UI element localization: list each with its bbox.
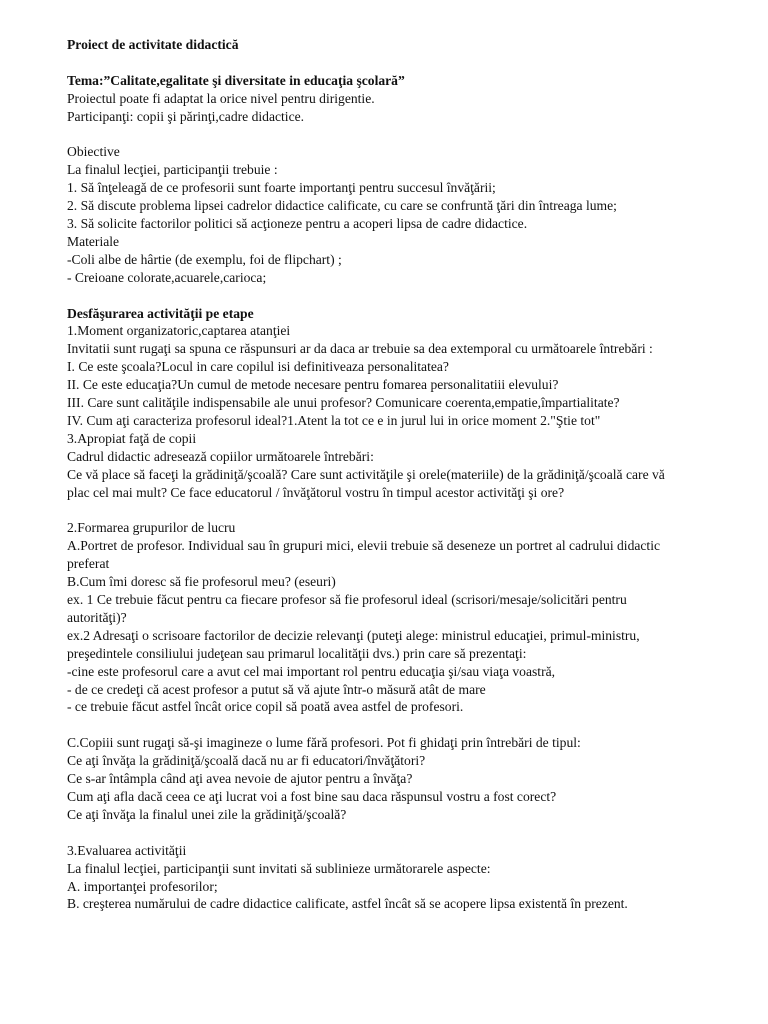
exercise-1: ex. 1 Ce trebuie făcut pentru ca fiecare profesor să fie profesorul ideal (scrisori/mesaje/solicitări pentru: [67, 592, 627, 608]
step1-question: III. Care sunt calităţile indispensabile ale unui profesor? Comunicare coerenta,empatie,împartialitate?: [67, 395, 620, 411]
exercise-2-item: -cine este profesorul care a avut cel mai important rol pentru educaţia şi/sau viaţa voastră,: [67, 663, 556, 679]
step3a-text: plac cel mai mult? Ce face educatorul / învăţătorul vostru în timpul acestor activităţi şi ore?: [67, 484, 565, 500]
objective-item: 1. Să înţeleagă de ce profesorii sunt foarte importanţi pentru succesul învăţării;: [67, 180, 496, 196]
step1-question: I. Ce este şcoala?Locul in care copilul isi definitiveaza personalitatea?: [67, 359, 449, 375]
evaluation-title: 3.Evaluarea activităţii: [67, 842, 187, 858]
intro-line: Proiectul poate fi adaptat la orice nivel pentru dirigentie.: [67, 90, 375, 106]
step1-question: IV. Cum aţi caracteriza profesorul ideal?1.Atent la tot ce e in jurul lui in orice moment 2."Ştie tot": [67, 412, 601, 428]
step2-a-text: preferat: [67, 556, 110, 572]
step2-title: 2.Formarea grupurilor de lucru: [67, 520, 236, 536]
objective-item: 3. Să solicite factorilor politici să acţioneze pentru a acoperi lipsa de cadre didactice.: [67, 216, 528, 232]
participants-line: Participanţi: copii şi părinţi,cadre didactice.: [67, 108, 305, 124]
step3a-title: 3.Apropiat faţă de copii: [67, 430, 197, 446]
step2-a-text: A.Portret de profesor. Individual sau în grupuri mici, elevii trebuie să deseneze un portret al cadrului didactic: [67, 538, 661, 554]
document-body: [67, 36, 757, 913]
step3a-lead: Cadrul didactic adresează copiilor următoarele întrebări:: [67, 448, 374, 464]
exercise-1: autorităţi)?: [67, 609, 127, 625]
activity-heading: Desfăşurarea activităţii pe etape: [67, 305, 254, 321]
objectives-heading: Obiective: [67, 144, 120, 160]
step1-lead: Invitatii sunt rugaţi sa spuna ce răspunsuri ar da daca ar trebuie sa dea extemporal cu următoarele întrebări :: [67, 341, 653, 357]
document-title: Proiect de activitate didactică: [67, 37, 239, 52]
material-item: -Coli albe de hârtie (de exemplu, foi de flipchart) ;: [67, 251, 342, 267]
theme-heading: Tema:”Calitate,egalitate şi diversitate in educaţia şcolară”: [67, 72, 405, 88]
exercise-2: preşedintele consiliului judeţean sau primarul localităţii dvs.) prin care să prezentaţi:: [67, 645, 527, 661]
step2-c-question: Ce s-ar întâmpla când aţi avea nevoie de ajutor pentru a învăţa?: [67, 771, 413, 787]
exercise-2-item: - de ce credeţi că acest profesor a putut să vă ajute într-o măsură atât de mare: [67, 681, 486, 697]
step2-c-title: C.Copiii sunt rugaţi să-şi imagineze o lume fără profesori. Pot fi ghidaţi prin întrebări de tipul:: [67, 735, 581, 751]
step1-question: II. Ce este educaţia?Un cumul de metode necesare pentru fomarea personalitatiii elevului?: [67, 377, 559, 393]
objective-item: 2. Să discute problema lipsei cadrelor didactice calificate, cu care se confruntă ţări din întreaga lume;: [67, 198, 617, 214]
step2-c-question: Ce aţi învăţa la grădiniţă/şcoală dacă nu ar fi educatori/învăţători?: [67, 753, 426, 769]
objectives-lead: La finalul lecţiei, participanţii trebuie :: [67, 162, 278, 178]
exercise-2-item: - ce trebuie făcut astfel încât orice copil să poată avea astfel de profesori.: [67, 699, 464, 715]
materials-heading: Materiale: [67, 233, 120, 249]
step2-c-question: Cum aţi afla dacă ceea ce aţi lucrat voi a fost bine sau daca răspunsul vostru a fost corect?: [67, 788, 557, 804]
step2-c-question: Ce aţi învăţa la finalul unei zile la grădiniţă/şcoală?: [67, 806, 347, 822]
evaluation-item: A. importanţei profesorilor;: [67, 878, 218, 894]
evaluation-lead: La finalul lecţiei, participanţii sunt invitati să sublinieze următorarele aspecte:: [67, 860, 491, 876]
step2-b-title: B.Cum îmi doresc să fie profesorul meu? (eseuri): [67, 574, 336, 590]
evaluation-item: B. creşterea numărului de cadre didactice calificate, astfel încât să se acopere lipsa existentă în prezent.: [67, 896, 628, 912]
material-item: - Creioane colorate,acuarele,carioca;: [67, 269, 267, 285]
exercise-2: ex.2 Adresaţi o scrisoare factorilor de decizie relevanţi (puteţi alege: ministrul educaţiei, primul-ministru,: [67, 627, 640, 643]
step1-title: 1.Moment organizatoric,captarea atanţiei: [67, 323, 291, 339]
step3a-text: Ce vă place să faceţi la grădiniţă/şcoală? Care sunt activităţile şi orele(materiile) de la grădiniţă/şcoală care vă: [67, 466, 665, 482]
